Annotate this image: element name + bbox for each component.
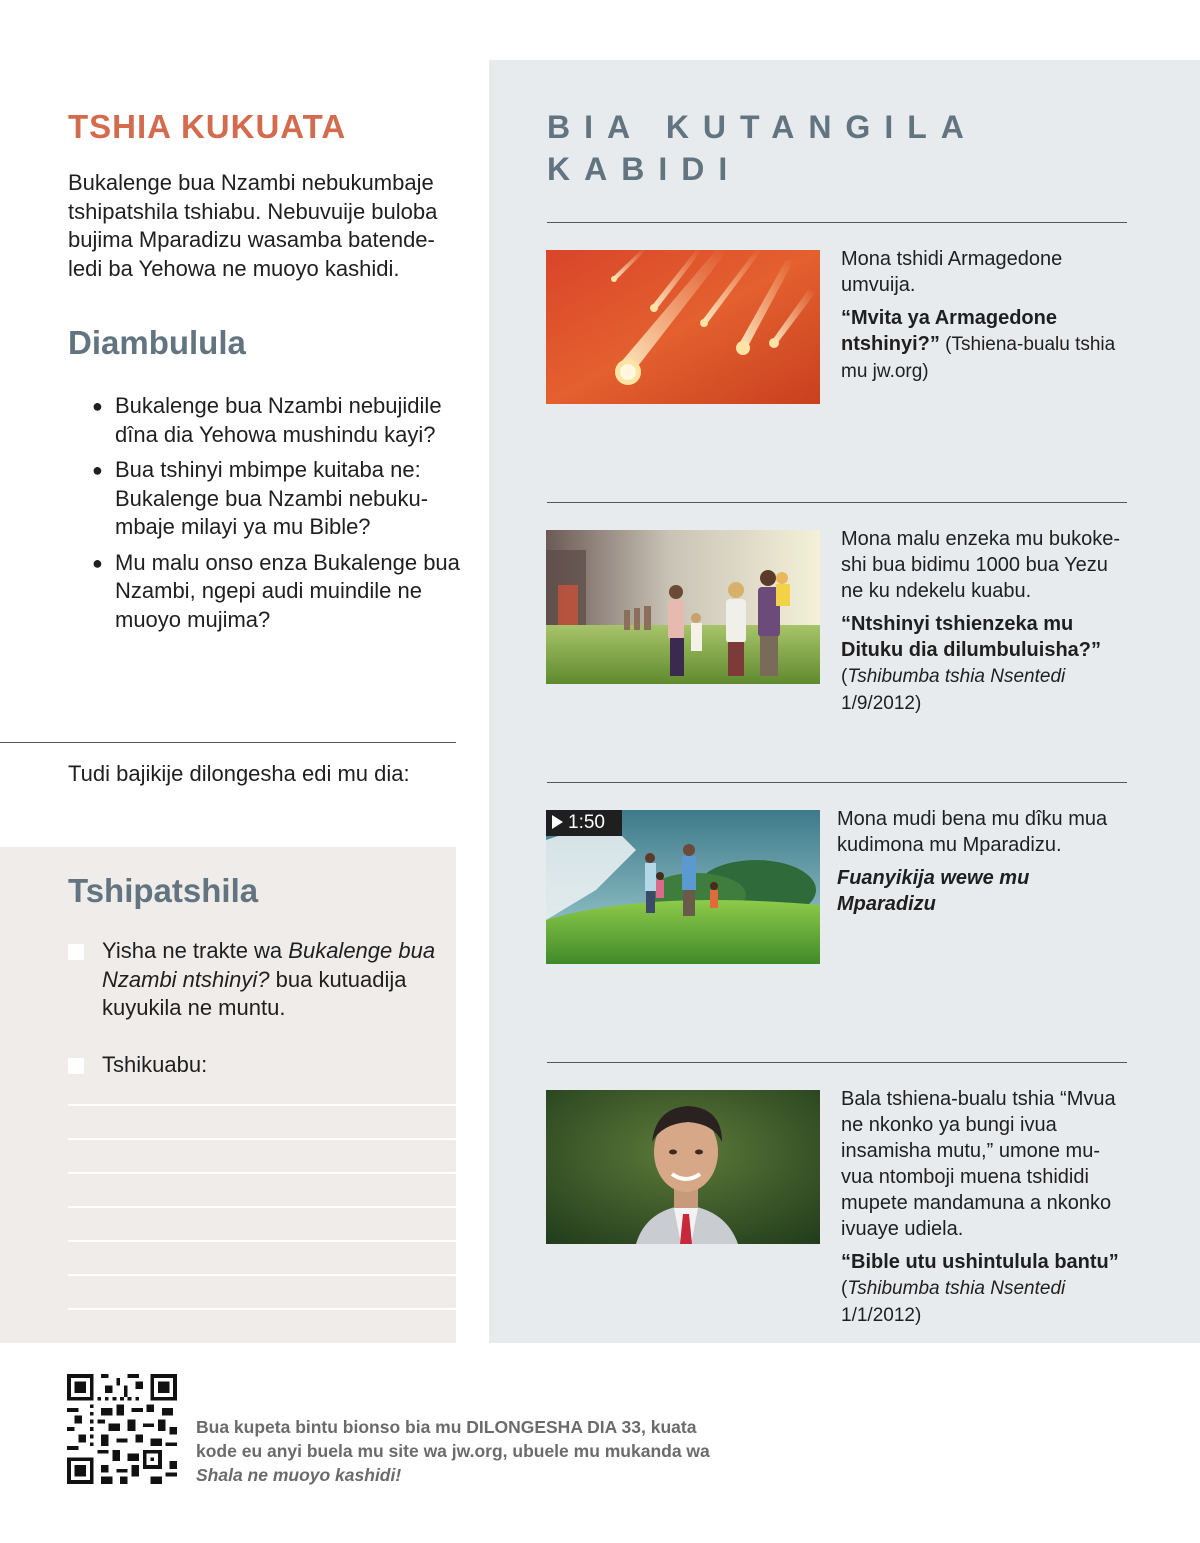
people-walking-illustration	[546, 530, 820, 684]
challenge-item-text: Tshikuabu:	[102, 1052, 208, 1077]
checkbox[interactable]	[68, 944, 84, 960]
section-divider	[547, 1062, 1127, 1063]
review-item-text: Mu malu onso enza Bukalenge bua Nzambi, ngepi audi muindile ne muoyo mujima?	[115, 549, 460, 632]
play-icon	[552, 815, 563, 829]
bullet-icon: ●	[92, 396, 103, 416]
entry-reference[interactable]: “Mvita ya Armagedone ntshinyi?” (Tshiena-bualu tshia mu jw.org)	[841, 307, 1116, 382]
entry-reference[interactable]: “Bible utu ushintulula bantu” (Tshibumba tshia Nsentedi 1/1/2012)	[841, 1251, 1119, 1326]
review-list	[92, 392, 462, 641]
man-portrait-photo	[546, 1090, 820, 1244]
review-title: Diambulula	[68, 324, 246, 361]
challenge-box	[0, 847, 456, 1343]
section-divider	[547, 782, 1127, 783]
armageddon-image[interactable]	[546, 250, 820, 404]
entry-paradise-video	[837, 806, 1127, 917]
bullet-icon: ●	[92, 552, 103, 573]
entry-description: Bala tshiena-bualu tshia “Mvua ne nkonko ya bungi ivua insamisha mutu,” umone mu- vua ntomboji muena tshididi mupete mandamuna a nkonko ivuaye udiela.	[841, 1088, 1116, 1240]
entry-armageddon	[841, 246, 1131, 385]
entry-bible-changes-lives	[841, 1086, 1131, 1329]
entry-reference[interactable]: “Ntshinyi tshienzeka mu Dituku dia dilumbuluisha?” (Tshibumba tshia Nsentedi 1/9/2012)	[841, 613, 1101, 714]
challenge-item-other	[68, 1051, 438, 1080]
review-item	[92, 392, 462, 449]
write-in-line[interactable]	[68, 1172, 456, 1174]
section-divider	[547, 222, 1127, 223]
entry-description: Mona tshidi Armagedone umvuija.	[841, 248, 1063, 296]
write-in-line[interactable]	[68, 1274, 456, 1276]
more-reading-title: BIA KUTANGILA KABIDI	[547, 109, 977, 187]
write-in-line[interactable]	[68, 1104, 456, 1106]
video-duration-badge[interactable]: 1:50	[546, 810, 622, 836]
section-divider	[0, 742, 456, 743]
review-item-text: Bua tshinyi mbimpe kuitaba ne: Bukalenge bua Nzambi nebuku- mbaje milayi ya mu Bible?	[115, 457, 429, 539]
judgment-day-image[interactable]	[546, 530, 820, 684]
write-in-line[interactable]	[68, 1206, 456, 1208]
summary-text: Bukalenge bua Nzambi nebukumbaje tshipatshila tshiabu. Nebuvuije buloba bujima Mparadizu wasamba batende- ledi ba Yehowa ne muoyo kashidi.	[68, 170, 438, 281]
challenge-title: Tshipatshila	[68, 872, 259, 909]
checkbox[interactable]	[68, 1058, 84, 1074]
bullet-icon: ●	[92, 460, 103, 480]
bible-changes-lives-image[interactable]	[546, 1090, 820, 1244]
entry-judgment-day	[841, 526, 1131, 717]
footer-note: Bua kupeta bintu bionso bia mu DILONGESHA DIA 33, kuata kode eu anyi buela mu site wa jw.org, ubuele mu mukanda wa Shala ne muoyo kashidi!	[196, 1417, 710, 1485]
review-item	[92, 456, 462, 542]
qr-code-icon[interactable]	[67, 1374, 177, 1484]
meteors-illustration	[546, 250, 820, 404]
write-in-line[interactable]	[68, 1308, 456, 1310]
review-item-text: Bukalenge bua Nzambi nebujidile dîna dia Yehowa mushindu kayi?	[115, 393, 442, 447]
write-in-line[interactable]	[68, 1138, 456, 1140]
review-item	[92, 549, 462, 635]
entry-description: Mona malu enzeka mu bukoke- shi bua bidimu 1000 bua Yezu ne ku ndekelu kuabu.	[841, 528, 1121, 602]
challenge-item-tract	[68, 937, 438, 1023]
entry-description: Mona mudi bena mu dîku mua kudimona mu Mparadizu.	[837, 808, 1108, 856]
challenge-item-text: Yisha ne trakte wa Bukalenge bua Nzambi ntshinyi? bua kutuadija kuyukila ne muntu.	[102, 938, 436, 1020]
summary-title: TSHIA KUKUATA	[68, 108, 347, 145]
write-in-line[interactable]	[68, 1240, 456, 1242]
entry-reference[interactable]: Fuanyikija wewe mu Mparadizu	[837, 867, 1030, 915]
section-divider	[547, 502, 1127, 503]
lesson-completed-note: Tudi bajikije dilongesha edi mu dia:	[68, 761, 410, 786]
